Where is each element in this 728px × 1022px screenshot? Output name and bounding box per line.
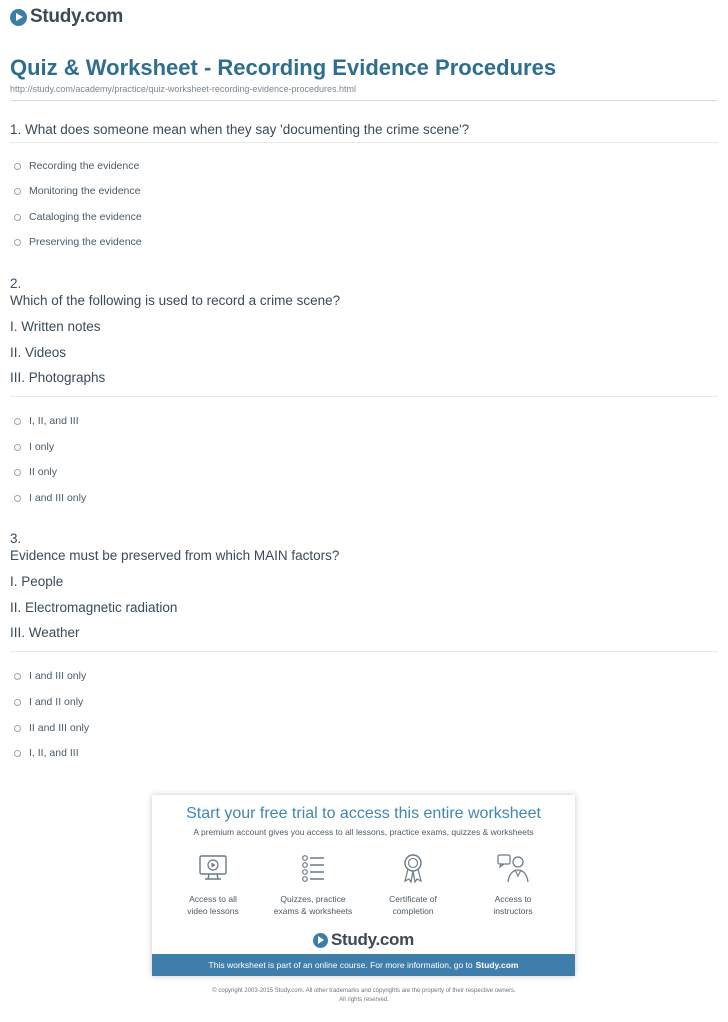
radio-icon[interactable] <box>14 673 21 680</box>
promo-study-logo[interactable] <box>152 930 575 950</box>
option-label: I and II only <box>29 696 84 708</box>
question-2-item-1: I. Written notes <box>10 319 101 334</box>
radio-icon[interactable] <box>14 699 21 706</box>
question-2-item-2: II. Videos <box>10 345 67 360</box>
question-3-item-3: III. Weather <box>10 625 80 640</box>
play-logo-icon <box>10 9 27 26</box>
feature-label: Access to instructors <box>493 894 533 916</box>
option-label: I, II, and III <box>29 415 79 427</box>
radio-icon[interactable] <box>14 239 21 246</box>
feature-video-lessons <box>168 851 258 917</box>
play-logo-icon <box>313 933 328 948</box>
feature-quizzes <box>268 851 358 917</box>
option-label: Recording the evidence <box>29 160 140 172</box>
question-3-option-3[interactable] <box>14 722 89 734</box>
quiz-list-icon <box>296 851 330 885</box>
study-logo[interactable] <box>10 6 123 28</box>
radio-icon[interactable] <box>14 418 21 425</box>
option-label: Cataloging the evidence <box>29 211 142 223</box>
question-2-option-1[interactable] <box>14 415 79 427</box>
question-1-text: 1. What does someone mean when they say 'documenting the crime scene'? <box>10 122 470 137</box>
question-2-option-3[interactable] <box>14 466 57 478</box>
question-3-option-2[interactable] <box>14 696 83 708</box>
question-2-text: Which of the following is used to record a crime scene? <box>10 293 341 308</box>
radio-icon[interactable] <box>14 750 21 757</box>
option-label: Preserving the evidence <box>29 236 142 248</box>
feature-certificate <box>368 851 458 917</box>
option-label: II and III only <box>29 722 90 734</box>
option-label: II only <box>29 466 58 478</box>
feature-label: Quizzes, practice exams & worksheets <box>273 894 353 916</box>
feature-instructors <box>468 851 558 917</box>
question-3-option-4[interactable] <box>14 747 79 759</box>
copyright-line-1: © copyright 2003-2015 Study.com. All other trademarks and copyrights are the property of their respective owners. <box>212 988 516 994</box>
question-1-option-2[interactable] <box>14 185 141 197</box>
radio-icon[interactable] <box>14 725 21 732</box>
question-3-item-1: I. People <box>10 574 64 589</box>
page-url: http://study.com/academy/practice/quiz-worksheet-recording-evidence-procedures.html <box>10 84 356 94</box>
title-divider <box>10 100 718 101</box>
question-2-number: 2. <box>10 276 22 291</box>
free-trial-promo[interactable] <box>152 795 575 976</box>
page-title: Quiz & Worksheet - Recording Evidence Procedures <box>10 55 557 80</box>
certificate-icon <box>396 851 430 885</box>
question-2-option-2[interactable] <box>14 441 54 453</box>
question-2-item-3: III. Photographs <box>10 370 106 385</box>
promo-bar-link[interactable]: Study.com <box>475 960 519 970</box>
promo-logo-text: Study.com <box>331 930 414 949</box>
radio-icon[interactable] <box>14 163 21 170</box>
feature-label: Certificate of completion <box>389 894 437 916</box>
question-1-option-1[interactable] <box>14 160 139 172</box>
promo-headline[interactable]: Start your free trial to access this entire worksheet <box>186 805 541 822</box>
question-1-option-4[interactable] <box>14 236 142 248</box>
question-2-divider <box>10 396 718 397</box>
radio-icon[interactable] <box>14 444 21 451</box>
option-label: I, II, and III <box>29 747 79 759</box>
copyright-notice <box>0 987 728 1005</box>
radio-icon[interactable] <box>14 495 21 502</box>
promo-subline: A premium account gives you access to all lessons, practice exams, quizzes & worksheets <box>193 827 534 837</box>
question-3-option-1[interactable] <box>14 670 86 682</box>
video-lesson-icon <box>196 851 230 885</box>
logo-text: Study.com <box>30 6 124 27</box>
option-label: Monitoring the evidence <box>29 185 141 197</box>
question-1-divider <box>10 142 718 143</box>
question-2-option-4[interactable] <box>14 492 86 504</box>
option-label: I and III only <box>29 492 87 504</box>
question-3-number: 3. <box>10 531 22 546</box>
question-1-option-3[interactable] <box>14 211 142 223</box>
copyright-line-2: All rights reserved. <box>339 997 389 1003</box>
question-3-text: Evidence must be preserved from which MAIN factors? <box>10 548 340 563</box>
option-label: I only <box>29 441 55 453</box>
radio-icon[interactable] <box>14 469 21 476</box>
question-3-divider <box>10 651 718 652</box>
feature-label: Access to all video lessons <box>187 894 239 916</box>
promo-info-bar <box>152 954 575 976</box>
radio-icon[interactable] <box>14 188 21 195</box>
question-3-item-2: II. Electromagnetic radiation <box>10 600 178 615</box>
instructor-icon <box>496 851 530 885</box>
option-label: I and III only <box>29 670 87 682</box>
promo-bar-text: This worksheet is part of an online course. For more information, go to <box>208 960 473 970</box>
radio-icon[interactable] <box>14 214 21 221</box>
